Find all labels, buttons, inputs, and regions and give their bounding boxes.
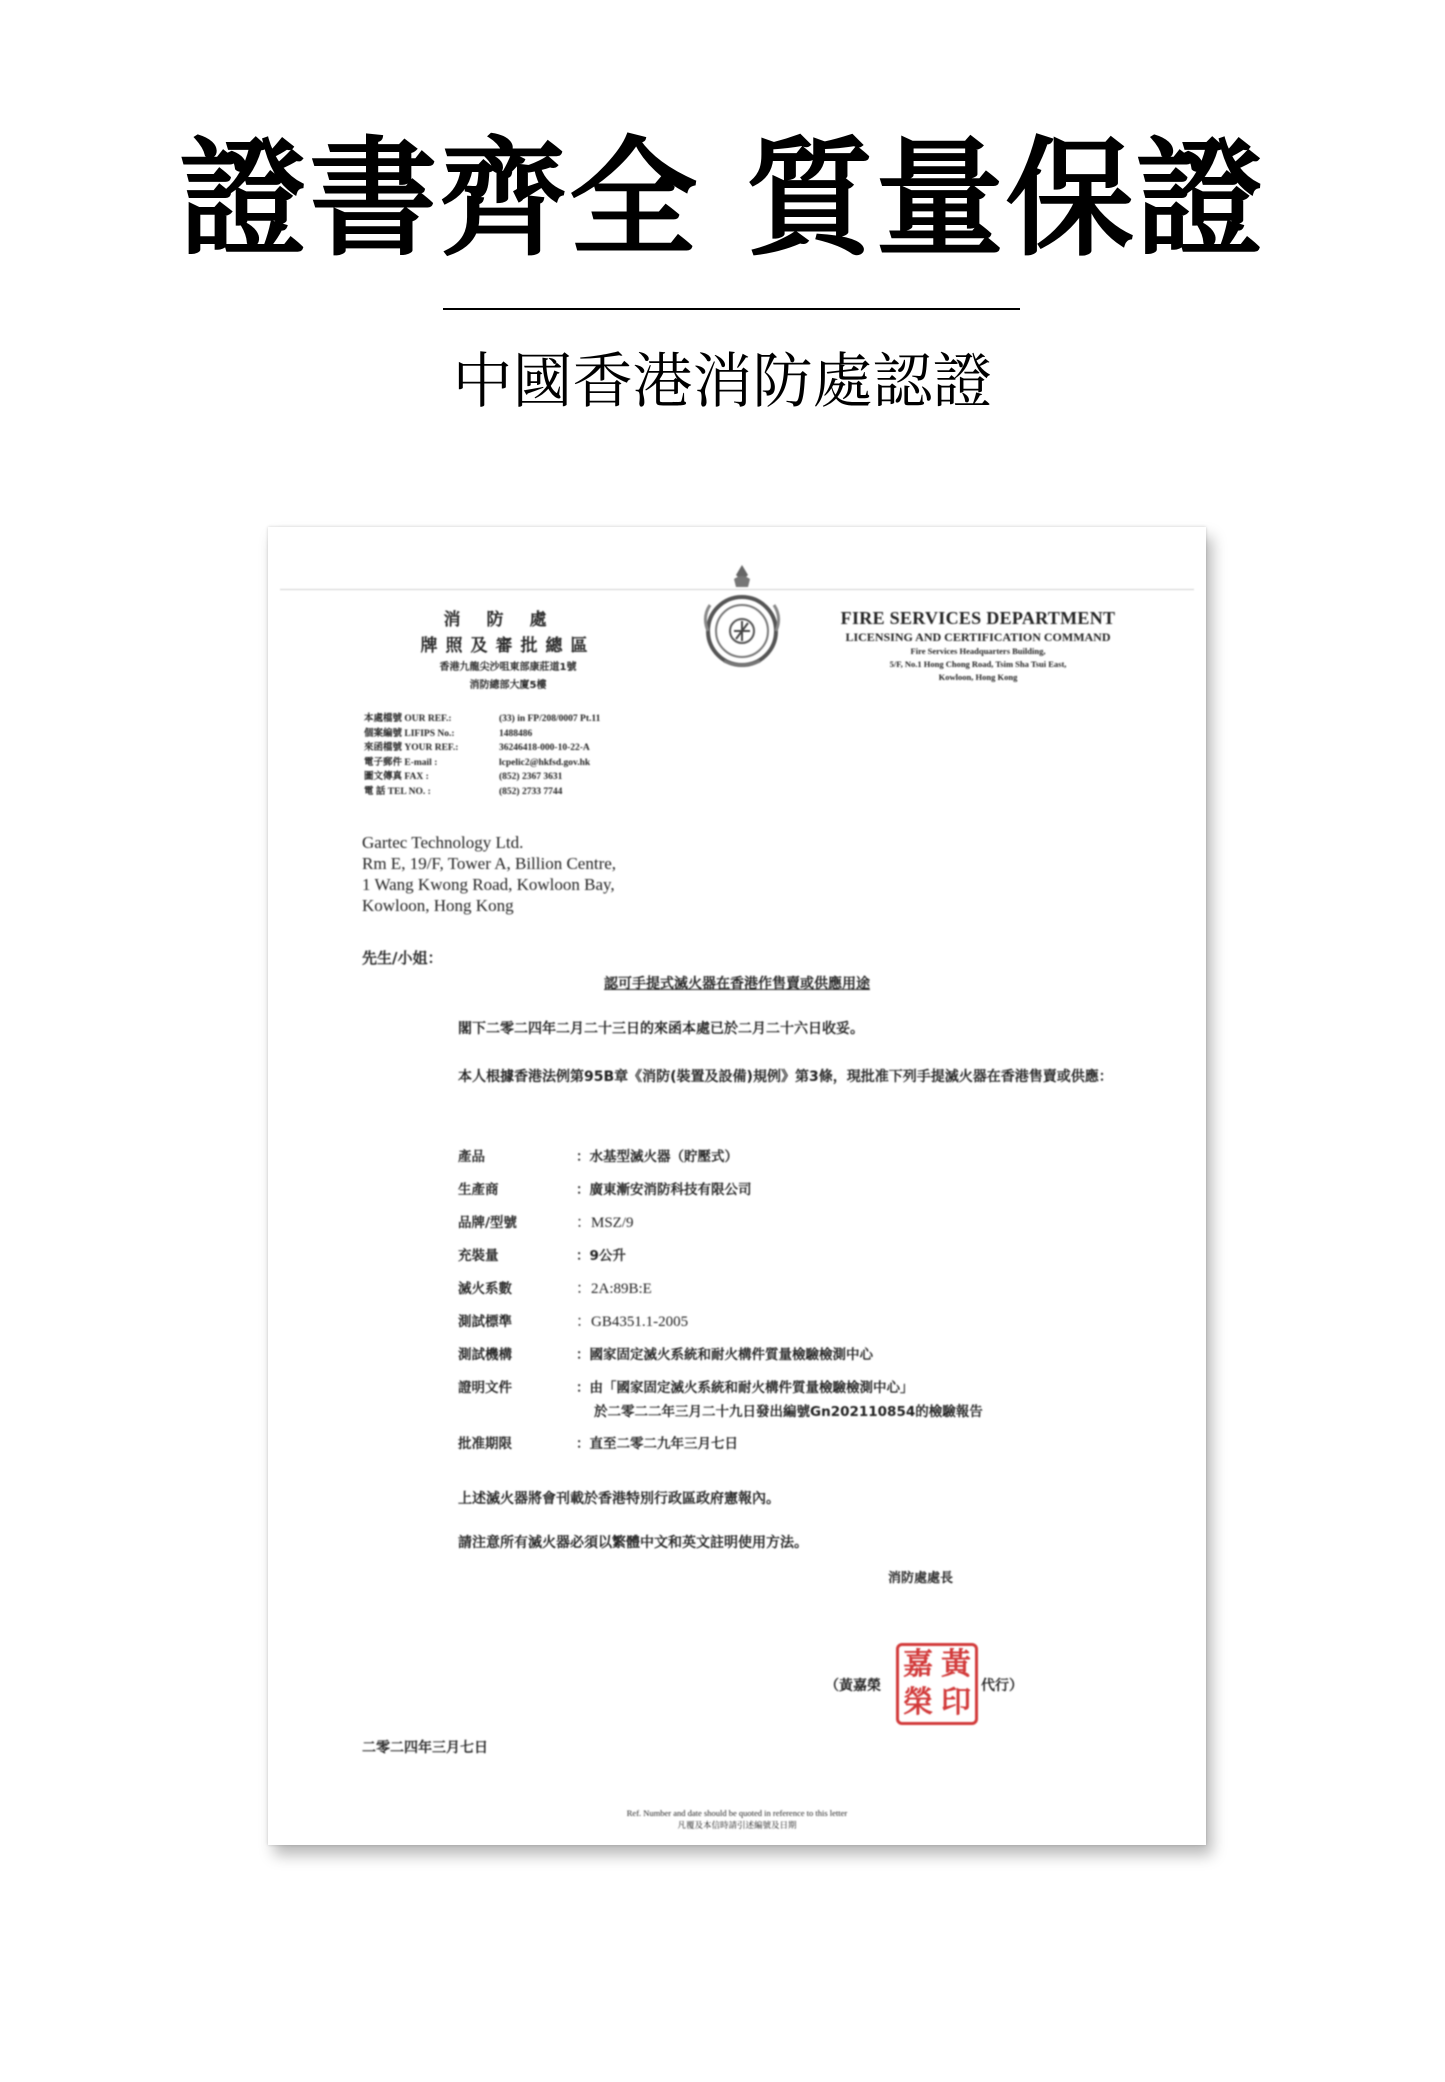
en-header-line4: 5/F, No.1 Hong Chong Road, Tsim Sha Tsui East, [889, 659, 1067, 669]
address-line: Gartec Technology Ltd. [362, 833, 524, 852]
reference-block [364, 712, 600, 799]
paragraph-3: 上述滅火器將會刊載於香港特別行政區政府憲報內。 [458, 1491, 780, 1507]
detail-value: ：直至二零二九年三月七日 [576, 1436, 738, 1452]
seal-char: 嘉 [903, 1647, 933, 1682]
cn-letterhead [378, 607, 638, 695]
detail-key: 品牌/型號 [458, 1215, 517, 1231]
ref-label: 個案編號 LIFIPS No.: [364, 728, 455, 739]
detail-key: 充裝量 [458, 1248, 499, 1264]
subtitle: 中國香港消防處認證 [452, 347, 993, 417]
en-header-line5: Kowloon, Hong Kong [938, 672, 1018, 682]
detail-value-cont: 於二零二二年三月二十九日發出編號Gn202110854的檢驗報告 [594, 1404, 983, 1420]
address-line: Rm E, 19/F, Tower A, Billion Centre, [362, 854, 617, 873]
detail-key: 滅火系數 [458, 1281, 512, 1297]
ref-value: 36246418-000-10-22-A [499, 743, 590, 753]
detail-key: 證明文件 [458, 1380, 512, 1396]
cn-header-line4: 消防總部大廈5樓 [469, 680, 547, 691]
footer-cn: 凡覆及本信時請引述編號及日期 [677, 1820, 797, 1830]
cn-header-line3: 香港九龍尖沙咀東部康莊道1號 [439, 662, 577, 673]
detail-value: ：由「國家固定滅火系統和耐火構件質量檢驗檢測中心」 [576, 1380, 914, 1396]
paragraph-1: 閣下二零二四年二月二十三日的來函本處已於二月二十六日收妥。 [458, 1021, 864, 1037]
subject-text: 認可手提式滅火器在香港作售賣或供應用途 [604, 976, 870, 992]
headline: 證書齊全 質量保證 [179, 125, 1266, 274]
address-line: 1 Wang Kwong Road, Kowloon Bay, [362, 875, 615, 894]
paragraph-2: 本人根據香港法例第95B章《消防(裝置及設備)規例》第3條，現批准下列手提滅火器在香港售賣或供應： [458, 1069, 1113, 1085]
en-header-line2: LICENSING AND CERTIFICATION COMMAND [845, 630, 1111, 644]
red-seal-stamp [896, 1643, 978, 1725]
ref-value: 1488486 [499, 728, 533, 739]
ref-label: 本處檔號 OUR REF.: [364, 714, 452, 724]
detail-value-multiline [576, 1376, 983, 1424]
subject-line [268, 973, 1206, 993]
letter-date: 二零二四年三月七日 [362, 1740, 488, 1756]
divider [443, 308, 1020, 310]
signature-suffix: 代行） [981, 1678, 1023, 1694]
recipient-address [362, 832, 616, 916]
cn-header-line1: 消防處 [443, 610, 573, 630]
detail-key: 生產商 [458, 1182, 499, 1198]
detail-value: ：GB4351.1-2005 [576, 1314, 689, 1330]
ref-label: 電 話 TEL NO. : [364, 786, 431, 797]
footer-note [268, 1807, 1206, 1831]
detail-value: ：9公升 [576, 1248, 626, 1264]
footer-en: Ref. Number and date should be quoted in reference to this letter [626, 1808, 848, 1818]
certificate-document [268, 527, 1206, 1845]
emblem-icon [694, 561, 790, 671]
ref-value: (33) in FP/208/0007 Pt.11 [499, 714, 601, 724]
seal-char: 黃 [941, 1647, 971, 1682]
detail-key: 測試標準 [458, 1314, 512, 1330]
salutation: 先生/小姐： [362, 949, 443, 967]
detail-value: ：國家固定滅火系統和耐火構件質量檢驗檢測中心 [576, 1347, 873, 1363]
ref-label: 來函檔號 YOUR REF.: [364, 743, 459, 753]
seal-char: 榮 [903, 1685, 933, 1720]
ref-value: lcpelic2@hkfsd.gov.hk [499, 757, 591, 768]
detail-value: ：廣東漸安消防科技有限公司 [576, 1182, 752, 1198]
ref-label: 圖文傳真 FAX : [364, 772, 429, 782]
signer-title: 消防處處長 [888, 1571, 954, 1586]
en-header-line3: Fire Services Headquarters Building, [910, 646, 1046, 656]
detail-key: 測試機構 [458, 1347, 512, 1363]
en-header-line1: FIRE SERVICES DEPARTMENT [840, 608, 1116, 628]
address-line: Kowloon, Hong Kong [362, 896, 514, 915]
approval-details [458, 1141, 983, 1461]
ref-value: (852) 2733 7744 [499, 786, 563, 797]
paragraph-4: 請注意所有滅火器必須以繁體中文和英文註明使用方法。 [458, 1535, 808, 1551]
detail-value: ：2A:89B:E [576, 1281, 652, 1297]
ref-label: 電子郵件 E-mail : [364, 757, 438, 768]
detail-key: 產品 [458, 1149, 485, 1165]
ref-value: (852) 2367 3631 [499, 772, 563, 782]
seal-char: 印 [941, 1685, 971, 1720]
cn-header-line2: 牌照及審批總區 [420, 636, 596, 656]
en-letterhead [798, 607, 1158, 684]
detail-value: ：水基型滅火器（貯壓式） [576, 1149, 738, 1165]
signature-name: （黃嘉榮 [825, 1678, 881, 1694]
detail-value: ：MSZ/9 [576, 1215, 634, 1231]
detail-key: 批准期限 [458, 1436, 512, 1452]
